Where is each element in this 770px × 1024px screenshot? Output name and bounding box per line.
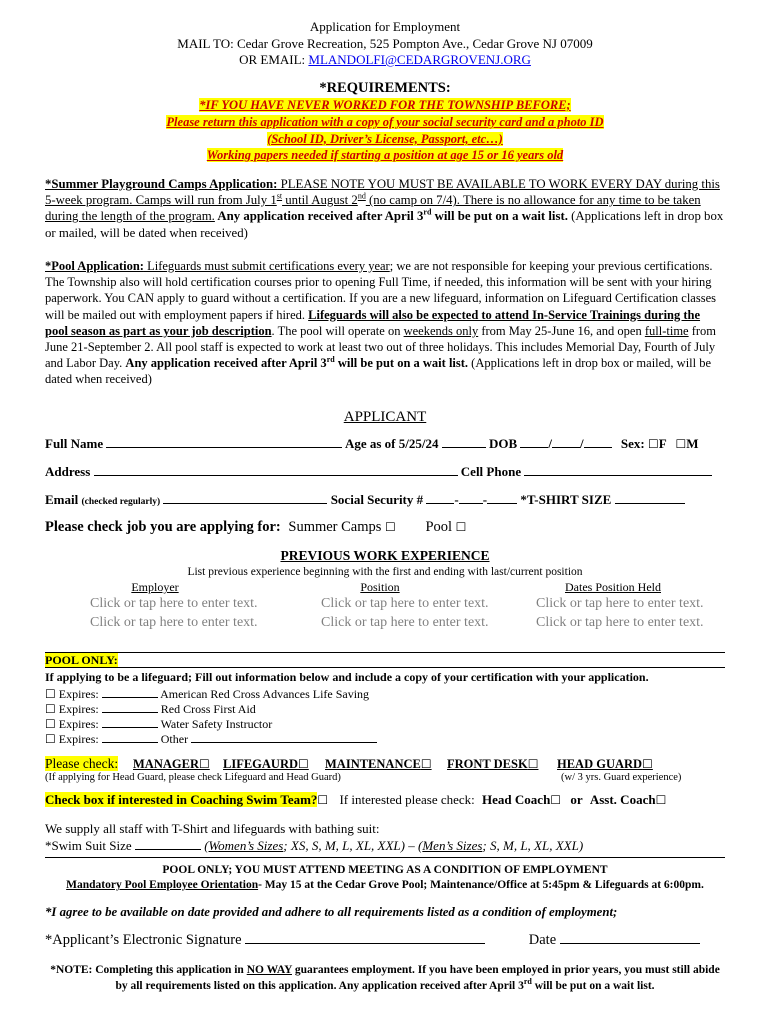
head-guard-note: (If applying for Head Guard, please check Lifeguard and Head Guard)	[45, 772, 341, 783]
tshirt-label: *T-SHIRT SIZE	[520, 492, 612, 507]
age-label: Age as of 5/25/24	[344, 436, 439, 451]
requirements-text-3: (School ID, Driver’s License, Passport, etc…)	[267, 132, 503, 146]
pool-sup: rd	[326, 355, 335, 365]
signature-field[interactable]	[245, 931, 485, 944]
lifeguard-label: LIFEGAURD	[223, 757, 299, 771]
cert-4-expires-label: Expires:	[58, 732, 99, 746]
pool-text-1: Lifeguards must submit certifications every year	[143, 259, 390, 273]
address-row	[45, 463, 712, 480]
pool-text-2: ; we are not responsible for keeping your previous certifications. The Township also will hold certification courses prior to opening Full Time, if needed, this information will be sent with your hiring paperwork. You CAN apply to guard without a certification. If you are a new lifeguard, information on Lifeguard Certification classes will be mailed out with employment papers if hired.	[45, 259, 716, 322]
dob-year-field[interactable]	[584, 435, 612, 448]
summer-text-4: Any application received after April 3	[214, 209, 424, 224]
cert-3-checkbox[interactable]: ☐	[45, 717, 56, 731]
head-coach-checkbox[interactable]: ☐	[550, 793, 562, 807]
pool-text-10: will be put on a wait list.	[334, 356, 469, 371]
requirements-line-3	[0, 132, 770, 147]
please-check-label	[45, 756, 118, 772]
cert-3-expires-field[interactable]	[102, 715, 158, 728]
full-name-label: Full Name	[45, 436, 104, 451]
cert-1-expires-label: Expires:	[58, 687, 99, 701]
supply-line: We supply all staff with T-Shirt and lifeguards with bathing suit:	[45, 821, 380, 836]
manager-label: MANAGER	[133, 757, 199, 771]
cert-1-checkbox[interactable]: ☐	[45, 687, 56, 701]
position-field-2[interactable]: Click or tap here to enter text.	[321, 615, 489, 630]
head-coach-label: Head Coach	[482, 792, 551, 807]
sex-f-label: F	[658, 436, 667, 451]
lifeguard-checkbox[interactable]: ☐	[298, 757, 309, 771]
orientation-label: Mandatory Pool Employee Orientation	[66, 879, 259, 891]
cert-3-expires-label: Expires:	[58, 717, 99, 731]
position-field-1[interactable]: Click or tap here to enter text.	[321, 596, 489, 611]
cell-phone-field[interactable]	[524, 463, 712, 476]
pool-only-divider	[45, 652, 725, 653]
dob-day-field[interactable]	[552, 435, 580, 448]
dates-field-2[interactable]: Click or tap here to enter text.	[536, 615, 704, 630]
pool-label: *Pool Application:	[45, 259, 144, 273]
job-prompt: Please check job you are applying for:	[45, 519, 281, 535]
position-front-desk	[447, 757, 538, 772]
pool-text-8: from June 21-September 2. All pool staff is expected to work at least two out of three holidays. This includes Memorial Day, Fourth of July and Labor Day.	[45, 323, 717, 371]
sex-f-checkbox[interactable]: ☐	[647, 437, 659, 451]
coaching-label: Check box if interested in Coaching Swim Team?	[45, 792, 318, 807]
agree-statement: *I agree to be available on date provided and adhere to all requirements listed as a condition of employment;	[45, 905, 618, 919]
summer-label: *Summer Playground Camps Application:	[45, 177, 278, 191]
final-note	[45, 962, 725, 994]
summer-camps-paragraph	[45, 176, 725, 241]
requirements-text-4: Working papers needed if starting a position at age 15 or 16 years old	[206, 148, 564, 162]
asst-coach-checkbox[interactable]: ☐	[655, 793, 667, 807]
requirements-text-1: *IF YOU HAVE NEVER WORKED FOR THE TOWNSHIP BEFORE;	[199, 98, 571, 112]
cert-4-checkbox[interactable]: ☐	[45, 732, 56, 746]
position-manager	[133, 757, 210, 772]
swim-size-label: *Swim Suit Size	[45, 838, 132, 853]
summer-text-3: (no camp on 7/4). There is no allowance for any time to be taken during the length of the program.	[45, 193, 701, 224]
pool-text-6: from May 25-June 16, and open	[478, 323, 645, 338]
email-row: Email (checked regularly) Social Security # - - *T-SHIRT SIZE	[45, 491, 685, 508]
job-camps-label: Summer Camps	[288, 519, 382, 535]
summer-sup-2: nd	[357, 191, 366, 201]
pool-text-4: . The pool will operate on	[271, 323, 404, 338]
address-field[interactable]	[94, 463, 458, 476]
ssn-label: Social Security #	[330, 492, 424, 507]
full-name-field[interactable]	[106, 435, 342, 448]
signature-label: *Applicant’s Electronic Signature	[45, 932, 242, 948]
cert-2-name: Red Cross First Aid	[160, 702, 256, 716]
cert-4-name: Other	[160, 732, 189, 746]
requirements-line-1	[0, 98, 770, 113]
cert-1-name: American Red Cross Advances Life Saving	[160, 687, 370, 701]
summer-text-6: (Applications left in drop box or mailed, will be dated when received)	[45, 209, 724, 240]
mens-sizes-label: Men’s Sizes	[422, 838, 483, 853]
summer-text-2: until August 2	[282, 193, 358, 208]
pool-only-label-text: POOL ONLY:	[45, 653, 118, 667]
ssn-part-2[interactable]	[459, 491, 483, 504]
note-sup: rd	[523, 977, 532, 987]
full-name-row: Full Name Age as of 5/25/24 DOB / / Sex: ☐F ☐M	[45, 436, 699, 451]
cert-2-checkbox[interactable]: ☐	[45, 702, 56, 716]
sex-m-checkbox[interactable]: ☐	[675, 437, 687, 451]
maintenance-label: MAINTENANCE	[325, 757, 421, 771]
date-field[interactable]	[560, 931, 700, 944]
employer-field-1[interactable]: Click or tap here to enter text.	[90, 596, 258, 611]
summer-sup-1: st	[276, 191, 283, 201]
position-head-guard	[557, 757, 653, 772]
signature-row	[45, 931, 700, 949]
requirements-line-2	[0, 115, 770, 130]
pool-only-divider-2	[45, 667, 725, 668]
address-label: Address	[45, 464, 91, 479]
cert-other-field[interactable]	[191, 730, 377, 743]
pool-only-bottom-divider	[45, 857, 725, 858]
womens-sizes: ; XS, S, M, L, XL, XXL)	[283, 838, 405, 853]
sex-m-label: M	[686, 436, 699, 451]
front-desk-label: FRONT DESK	[447, 757, 528, 771]
job-pool-checkbox[interactable]: ☐	[455, 520, 467, 534]
head-guard-label: HEAD GUARD	[557, 757, 643, 771]
dob-label: DOB	[488, 436, 518, 451]
summer-text-1: PLEASE NOTE YOU MUST BE AVAILABLE TO WORK EVERY DAY during this 5-week program. Camps will run from July 1	[45, 177, 720, 208]
maintenance-checkbox[interactable]: ☐	[420, 757, 432, 771]
pool-only-label	[45, 653, 118, 668]
job-pool-label: Pool	[425, 519, 453, 535]
cert-4-expires-field[interactable]	[102, 730, 158, 743]
coaching-row	[45, 792, 666, 808]
work-heading-text: PREVIOUS WORK EXPERIENCE	[280, 548, 490, 563]
col-employer: Employer	[131, 580, 179, 594]
please-check-text: Please check:	[45, 756, 119, 771]
note-no-way: NO WAY	[246, 964, 292, 976]
summer-text-5: will be put on a wait list.	[431, 209, 568, 224]
lifeguard-instruction-text: If applying to be a lifeguard; Fill out information below and include a copy of your certification with your application	[45, 670, 646, 684]
guard-experience-note: (w/ 3 yrs. Guard experience)	[561, 772, 682, 783]
email-field[interactable]	[163, 491, 327, 504]
position-lifeguard	[223, 757, 309, 772]
ssn-part-3[interactable]	[487, 491, 517, 504]
cert-row-4	[45, 730, 377, 747]
sex-label: Sex:	[620, 436, 645, 451]
note-text-1: *NOTE: Completing this application in	[50, 964, 247, 976]
email-line	[0, 52, 770, 68]
cert-2-expires-field[interactable]	[102, 700, 158, 713]
email-note: (checked regularly)	[81, 497, 161, 507]
requirements-line-4	[0, 148, 770, 163]
summer-sup-3: rd	[423, 208, 432, 218]
note-text-2: guarantees employment. If you have been employed in prior years, you must still abide by all requirements listed on this application. Any application received after April 3	[115, 964, 720, 992]
mens-sizes: ; S, M, L, XL, XXL)	[482, 838, 584, 853]
asst-coach-label: Asst. Coach	[589, 792, 656, 807]
age-field[interactable]	[442, 435, 486, 448]
pool-text-11: (Applications left in drop box or mailed, will be dated when received)	[45, 356, 712, 387]
coaching-checkbox[interactable]: ☐	[317, 793, 329, 807]
cell-phone-label: Cell Phone	[460, 464, 522, 479]
note-text-3: will be put on a wait list.	[531, 980, 655, 992]
pool-paragraph	[45, 258, 725, 388]
position-maintenance	[325, 757, 432, 772]
applicant-heading	[0, 409, 770, 426]
pool-text-9: Any application received after April 3	[125, 356, 327, 371]
front-desk-checkbox[interactable]: ☐	[527, 757, 539, 771]
ssn-part-1[interactable]	[426, 491, 454, 504]
swim-size-field[interactable]	[135, 837, 201, 850]
coaching-if-label: If interested please check:	[339, 792, 475, 807]
cert-2-expires-label: Expires:	[58, 702, 99, 716]
orientation-details: - May 15 at the Cedar Grove Pool; Maintenance/Office at 5:45pm & Lifeguards at 6:00pm.	[258, 879, 704, 891]
womens-sizes-label: Women’s Sizes	[208, 838, 284, 853]
orientation-line-2	[0, 879, 770, 891]
pool-text-7: full-time	[644, 323, 689, 338]
cert-3-name: Water Safety Instructor	[160, 717, 273, 731]
dates-field-1[interactable]: Click or tap here to enter text.	[536, 596, 704, 611]
orientation-line-1: POOL ONLY; YOU MUST ATTEND MEETING AS A CONDITION OF EMPLOYMENT	[162, 864, 608, 876]
pool-text-5: weekends only	[403, 323, 479, 338]
email-link[interactable]: MLANDOLFI@CEDARGROVENJ.ORG	[308, 52, 531, 67]
swim-size-row: *Swim Suit Size (Women’s Sizes; XS, S, M, L, XL, XXL) – (Men’s Sizes; S, M, L, XL, XXL)	[45, 838, 584, 853]
work-heading	[0, 548, 770, 564]
applicant-heading-text: APPLICANT	[343, 409, 427, 425]
mail-to-line: MAIL TO: Cedar Grove Recreation, 525 Pompton Ave., Cedar Grove NJ 07009	[177, 36, 593, 51]
or-label: or	[570, 792, 583, 807]
requirements-text-2: Please return this application with a copy of your social security card and a photo ID	[166, 115, 604, 129]
manager-checkbox[interactable]: ☐	[198, 757, 210, 771]
work-subheading: List previous experience beginning with the first and ending with last/current position	[187, 566, 583, 578]
doc-title: Application for Employment	[309, 19, 461, 34]
tshirt-field[interactable]	[615, 491, 685, 504]
requirements-heading: *REQUIREMENTS:	[319, 80, 451, 96]
job-camps-checkbox[interactable]: ☐	[385, 520, 396, 534]
col-position: Position	[360, 580, 400, 594]
dob-month-field[interactable]	[520, 435, 548, 448]
head-guard-checkbox[interactable]: ☐	[642, 757, 653, 771]
date-label: Date	[528, 932, 557, 948]
cert-1-expires-field[interactable]	[102, 685, 158, 698]
email-label: Email	[45, 492, 79, 507]
email-prefix: OR EMAIL:	[239, 52, 309, 67]
job-row	[45, 519, 466, 536]
col-dates: Dates Position Held	[565, 580, 661, 594]
lifeguard-instruction: If applying to be a lifeguard; Fill out information below and include a copy of your certification with your application.	[45, 670, 649, 684]
employer-field-2[interactable]: Click or tap here to enter text.	[90, 615, 258, 630]
pool-text-3: Lifeguards will also be expected to attend In-Service Trainings during the pool season as part as your job description	[45, 307, 701, 338]
